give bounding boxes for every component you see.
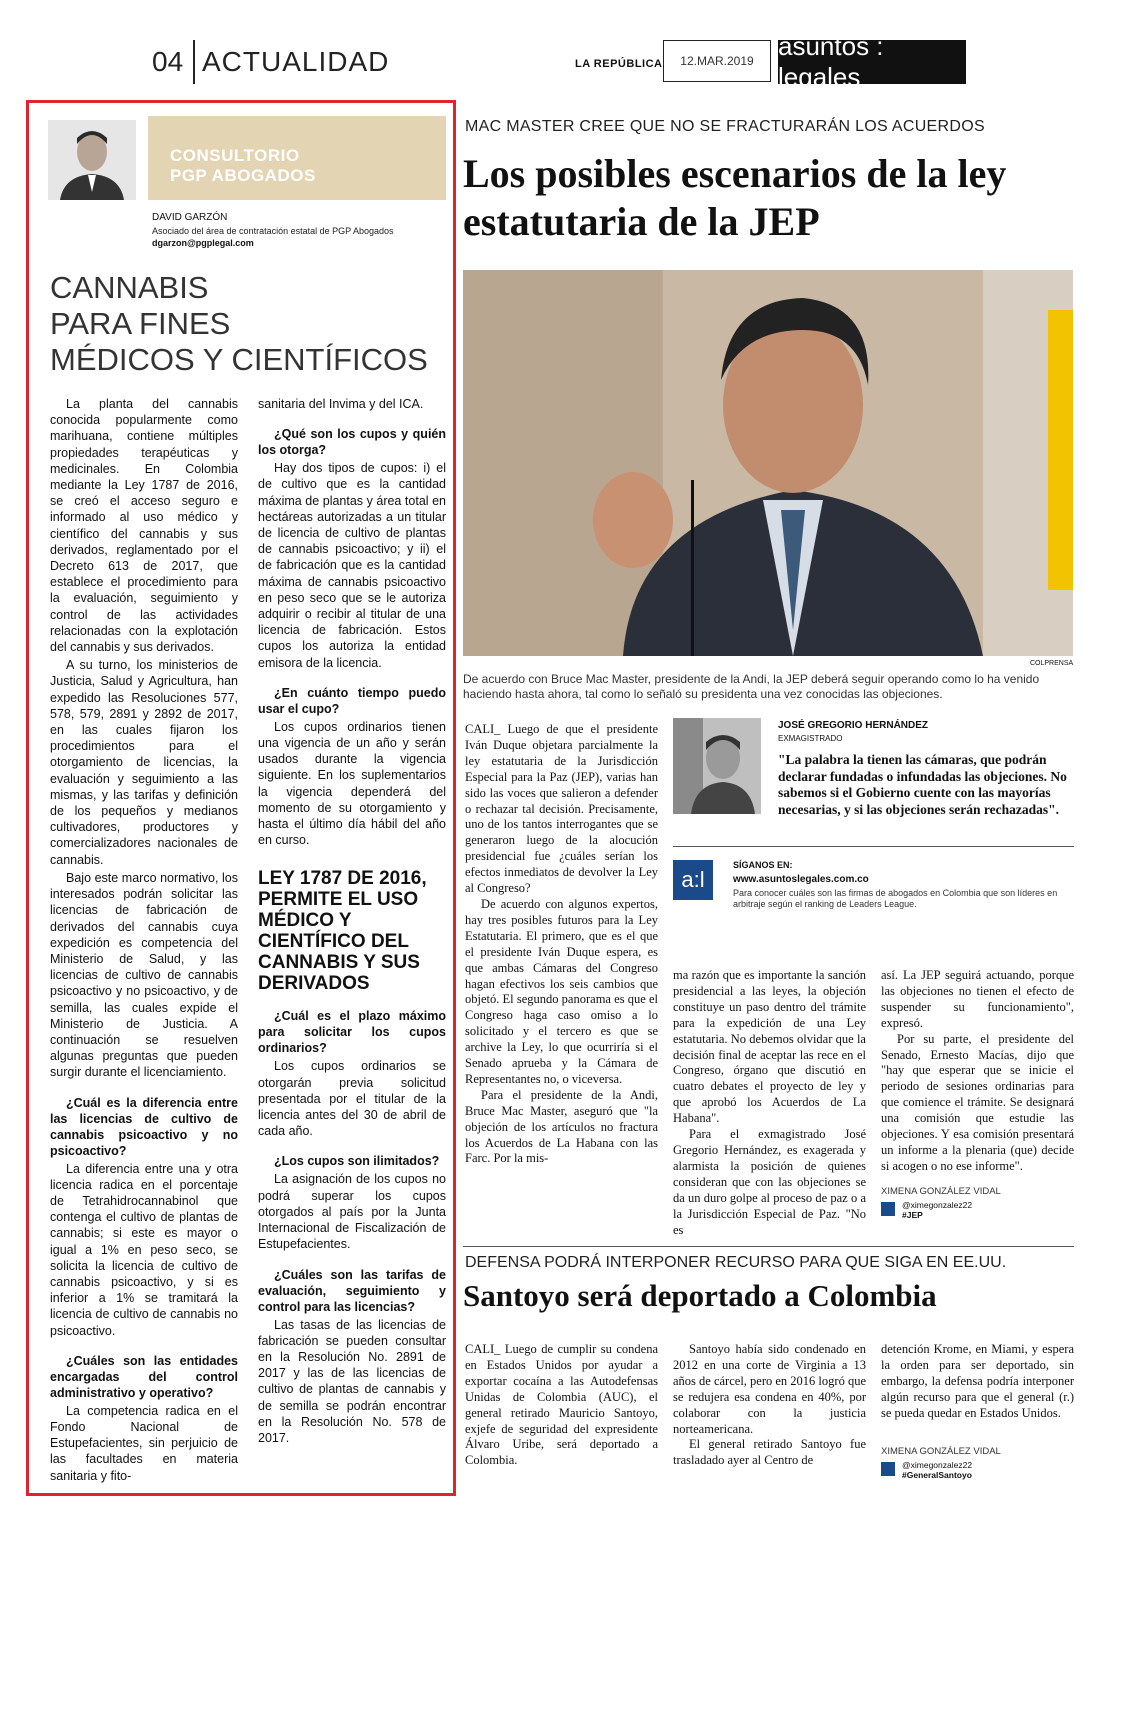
paragraph: sanitaria del Invima y del ICA.	[258, 397, 424, 411]
paragraph: De acuerdo con algunos expertos, hay tres posibles futuros para la Ley Estatutaria. El primero, que es el que el presidente Iván Duque espera, es que ambas Cámaras del Congreso hagan efectivos los seis cambios que objetó. El segundo panorama es que el Congreso haga caso omiso a lo solicitado y el tercero es que se archive la Ley, lo que ocurriría si el Senado aprueba y la Cámara de Representantes no, o viceversa.	[465, 896, 658, 1086]
paragraph: Para el exmagistrado José Gregorio Hernández, es exagerada y alarmista la posición de quienes consideran que con las objeciones se da un duro golpe al proceso de paz o a la Jurisdicción Especial de Paz. "No es	[673, 1127, 866, 1237]
article-column-c	[881, 1342, 1074, 1422]
column-text-b	[258, 396, 446, 1448]
twitter-icon	[881, 1202, 895, 1216]
paragraph: Hay dos tipos de cupos: i) el de cultivo que es la cantidad máxima de plantas y área total en hectáreas autorizadas a un titular de licencia de cultivo de plantas de cannabis psicoactivo; y ii) el de fabricación que es la cantidad máxima de cannabis psicoactivo en peso seco que se le autoriza adquirir o recibir al titular de una licencia de fabricación. Estos cupos los autoriza la entidad emisora de la licencia.	[258, 461, 446, 670]
question-heading: ¿Cuáles son las entidades encargadas del control administrativo y operativo?	[50, 1353, 238, 1400]
paragraph: CALI_ Luego de cumplir su condena en Estados Unidos por ayudar a exportar cocaína a las Autodefensas Unidas de Colombia (AUC), el general retirado Mauricio Santoyo, exjefe de seguridad del expresidente Álvaro Uribe, será deportado a Colombia.	[465, 1342, 658, 1468]
divider	[463, 1246, 1074, 1247]
article-headline: Los posibles escenarios de la ley estatutaria de la JEP	[463, 151, 1007, 244]
newspaper-name: LA REPÚBLICA	[575, 58, 663, 70]
article-kicker: DEFENSA PODRÁ INTERPONER RECURSO PARA QUE SIGA EN EE.UU.	[465, 1254, 1007, 1271]
question-heading: ¿Cuál es el plazo máximo para solicitar los cupos ordinarios?	[258, 1009, 446, 1056]
quote-photo	[673, 718, 761, 814]
photo-caption: De acuerdo con Bruce Mac Master, presidente de la Andi, la JEP deberá seguir operando como lo ha venido haciendo hasta ahora, tal como lo señaló su presidenta una vez conocidas las objeciones.	[463, 672, 1040, 701]
question-heading: ¿En cuánto tiempo puedo usar el cupo?	[258, 685, 446, 716]
paragraph: Por su parte, el presidente del Senado, Ernesto Macías, dijo que "hay que esperar que se inicie el periodo de sesiones ordinarias para que comience el trámite. Se designará una comisión que estudie las objeciones. Y esa comisión presentará un informe a la plenaria (que) decide si acogen o no ese informe".	[881, 1031, 1074, 1173]
column-headline	[50, 270, 440, 378]
paragraph: La competencia radica en el Fondo Nacional de Estupefacientes, sin perjuicio de las facultades en materia sanitaria y fito-	[50, 1403, 238, 1483]
headline-line: CANNABIS	[50, 270, 209, 305]
twitter-handle[interactable]: @ximegonzalez22	[902, 1460, 973, 1470]
paragraph: El general retirado Santoyo fue trasladado ayer al Centro de	[673, 1437, 866, 1468]
article-column-c	[881, 968, 1074, 1175]
issue-date: 12.MAR.2019	[663, 40, 771, 82]
author-name: DAVID GARZÓN	[152, 212, 228, 223]
article-kicker: MAC MASTER CREE QUE NO SE FRACTURARÁN LOS ACUERDOS	[465, 118, 985, 135]
paragraph: Para el presidente de la Andi, Bruce Mac Master, aseguró que "la objeción de los artículos no fractura los Acuerdos de La Habana con las Farc. Por la mis-	[465, 1087, 658, 1166]
divider	[673, 846, 1074, 847]
banner-line-1: CONSULTORIO	[170, 146, 300, 165]
question-heading: ¿Los cupos son ilimitados?	[274, 1154, 440, 1169]
question-heading: ¿Cuál es la diferencia entre las licencias de cultivo de cannabis psicoactivo y no psicoactivo?	[50, 1095, 238, 1158]
site-logo-icon: a:l	[673, 860, 713, 900]
twitter-handle[interactable]: @ximegonzalez22	[902, 1200, 973, 1210]
paragraph: Los cupos ordinarios tienen una vigencia de un año y serán usados durante la vigencia siguiente. En los suplementarios la vigencia dependerá del momento de su otorgamiento y hasta el último día hábil del año en curso.	[258, 719, 446, 848]
paragraph: La planta del cannabis conocida popularmente como marihuana, contiene múltiples propiedades terapéuticas y medicinales. En Colombia mediante la Ley 1787 de 2016, se creó el acceso seguro e informado al uso médico y científico del cannabis y sus derivados, reglamentado por el Decreto 613 de 2017, que establece el procedimiento para la evaluación, seguimiento y control de las actividades relacionadas con la explotación del cannabis y sus derivados.	[50, 397, 238, 655]
header-divider	[193, 40, 195, 84]
paragraph: detención Krome, en Miami, y espera la orden para ser deportado, sin embargo, la defensa podría interponer algún recurso para que el general (r.) se pueda quedar en Estados Unidos.	[881, 1342, 1074, 1420]
twitter-icon	[881, 1462, 895, 1476]
paragraph: Los cupos ordinarios se otorgarán previa solicitud presentada por el titular de la licencia antes del 30 de abril de cada año.	[258, 1059, 446, 1139]
social-handle[interactable]	[902, 1460, 972, 1480]
headline-line: PARA FINES	[50, 306, 231, 341]
page-number: 04	[152, 46, 184, 77]
paragraph: así. La JEP seguirá actuando, porque las objeciones no tienen el efecto de suspender su funcionamiento", expresó.	[881, 968, 1074, 1030]
follow-label: SÍGANOS EN:	[733, 860, 793, 870]
quote-text: "La palabra la tienen las cámaras, que podrán declarar fundadas o infundadas las objeciones. No sabemos si el Gobierno cuente con las mayorías necesarias, y si las objeciones serán rechazadas".	[778, 752, 1067, 817]
column-text-a	[50, 396, 238, 1486]
banner-line-2: PGP ABOGADOS	[170, 166, 316, 185]
paragraph: Santoyo había sido condenado en 2012 en una corte de Virginia a 13 años de cárcel, pero en 2016 logró que se redujera esa condena en 40%, por colaborar con la justicia norteamericana.	[673, 1342, 866, 1436]
paragraph: ma razón que es importante la sanción presidencial a las leyes, la objeción constituye un paso dentro del trámite para la expedición de una Ley estatutaria. No debemos olvidar que la decisión final de aceptar las rece en el Congreso, órgano que discutió en cuatro debates el proyecto de ley y que aprobó los Acuerdos de La Habana".	[673, 968, 866, 1126]
question-heading: ¿Cuáles son las tarifas de evaluación, seguimiento y control para las licencias?	[258, 1267, 446, 1314]
author-role: Asociado del área de contratación estatal de PGP Abogados	[152, 226, 394, 236]
pull-quote: LEY 1787 DE 2016, PERMITE EL USO MÉDICO Y CIENTÍFICO DEL CANNABIS Y SUS DERIVADOS	[258, 868, 427, 995]
quote-role: EXMAGISTRADO	[778, 734, 843, 743]
article-photo	[463, 270, 1073, 656]
article-column-a	[465, 1342, 658, 1469]
headline-line: MÉDICOS Y CIENTÍFICOS	[50, 342, 428, 377]
author-email[interactable]: dgarzon@pgplegal.com	[152, 238, 254, 248]
quote-name: JOSÉ GREGORIO HERNÁNDEZ	[778, 720, 929, 731]
column-banner	[148, 116, 446, 200]
social-handle[interactable]	[902, 1200, 972, 1220]
article-column-b	[673, 1342, 866, 1469]
photo-credit: COLPRENSA	[1030, 660, 1074, 667]
section-title: ACTUALIDAD	[202, 46, 390, 77]
byline: XIMENA GONZÁLEZ VIDAL	[881, 1446, 1001, 1457]
paragraph: La diferencia entre una y otra licencia radica en el porcentaje de Tetrahidrocannabinol que contenga el cultivo de plantas de cannabis; si este es mayor o igual a 1% en peso seco, se solicita la licencia de cultivo de cannabis psicoactivo, y si es inferior a 1% se tramitará la licencia de cultivo de cannabis no psicoactivo.	[50, 1161, 238, 1338]
byline: XIMENA GONZÁLEZ VIDAL	[881, 1186, 1001, 1197]
article-headline: Santoyo será deportado a Colombia	[463, 1278, 937, 1313]
site-note: Para conocer cuáles son las firmas de abogados en Colombia que son líderes en arbitraje según el ranking de Leaders League.	[733, 888, 1058, 909]
paragraph: CALI_ Luego de que el presidente Iván Duque objetara parcialmente la ley estatutaria de la Jurisdicción Especial para la Paz (JEP), varias han sido las voces que salieron a defender o rechazar tal decisión. Precisamente, uno de los tantos interrogantes que se generaron luego de la alocución presidencial fue ¿cuáles serían los efectos inmediatos de devolver la Ley al Congreso?	[465, 722, 658, 896]
question-heading: ¿Qué son los cupos y quién los otorga?	[258, 427, 446, 458]
author-avatar	[48, 120, 136, 200]
hashtag[interactable]: #JEP	[902, 1210, 923, 1220]
hashtag[interactable]: #GeneralSantoyo	[902, 1470, 972, 1480]
article-column-a	[465, 722, 658, 1167]
article-column-b	[673, 968, 866, 1238]
paragraph: Las tasas de las licencias de fabricación se pueden consultar en la Resolución No. 2891 de 2017 y las de las licencias de cultivo de plantas de cannabis y de semilla se podrán encontrar en la Resolución No. 578 de 2017.	[258, 1317, 446, 1445]
site-link[interactable]: www.asuntoslegales.com.co	[733, 874, 869, 885]
paragraph: La asignación de los cupos no podrá superar los cupos otorgados al país por la Junta Internacional de Fiscalización de Estupefacientes.	[258, 1172, 446, 1252]
paragraph: A su turno, los ministerios de Justicia, Salud y Agricultura, han expedido las Resoluciones 577, 578, 579, 2891 y 2892 de 2017, en las cuales fijaron los procedimientos para el otorgamiento de licencias, la evaluación y seguimiento a las mismas, y las tarifas y definición de los pequeños y medianos cultivadores, productores y comercializadores nacionales de cannabis.	[50, 658, 238, 867]
brand-logo: asuntos : legales	[778, 40, 966, 84]
paragraph: Bajo este marco normativo, los interesados podrán solicitar las licencias de fabricación de derivados del cannabis cuya expedición es competencia del Ministerio de Salud, y las licencias de cultivo de cannabis psicoactivo y no psicoactivo, y de semilla, las cuales expide el Ministerio de Justicia. A continuación se resuelven algunas preguntas que pueden surgir durante el licenciamiento.	[50, 870, 238, 1080]
